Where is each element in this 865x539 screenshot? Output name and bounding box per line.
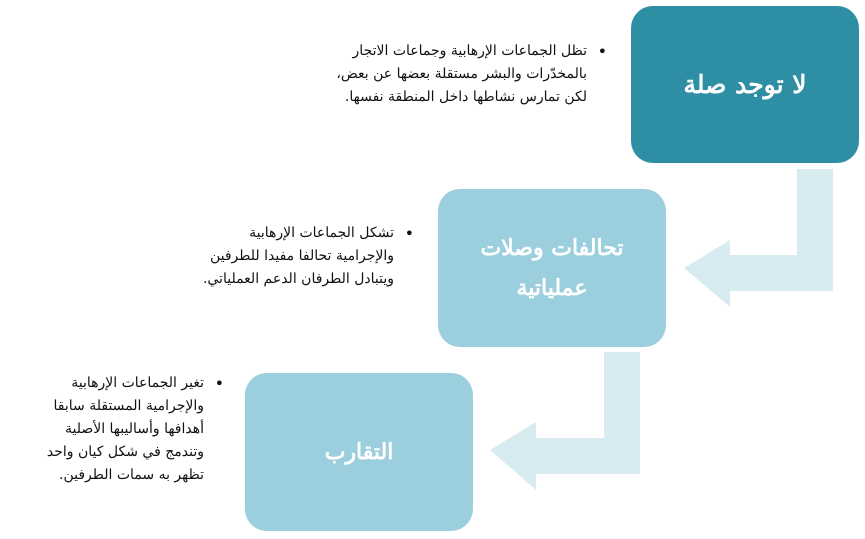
stage-title-no-link: لا توجد صلة — [683, 70, 807, 99]
arrow-stage2-to-stage3 — [490, 352, 640, 490]
stage-box-convergence — [245, 373, 473, 531]
description-line: أهدافها وأساليبها الأصلية — [64, 421, 204, 437]
description-line: • تشكل الجماعات الإرهابية — [249, 225, 394, 241]
arrow-stage1-to-stage2 — [684, 169, 833, 307]
bullet-item — [0, 372, 204, 487]
description-line: لكن تمارس نشاطها داخل المنطقة نفسها. — [344, 89, 587, 105]
bullet-item — [300, 40, 587, 109]
stage-description-no-link — [300, 40, 605, 109]
stage-description-convergence — [0, 372, 222, 487]
description-line: • تظل الجماعات الإرهابية وجماعات الاتجار — [352, 43, 587, 59]
description-line: تظهر به سمات الطرفين. — [59, 467, 204, 483]
description-line: والإجرامية تحالفا مفيدا للطرفين — [209, 248, 394, 264]
description-line: بالمخدّرات والبشر مستقلة بعضها عن بعض، — [336, 66, 587, 82]
description-line: ويتبادل الطرفان الدعم العملياتي. — [202, 271, 394, 287]
stage-title-alliances: تحالفات وصلات عملياتية — [480, 235, 624, 301]
description-line: والإجرامية المستقلة سابقا — [53, 398, 204, 414]
description-line: وتندمج في شكل كيان واحد — [46, 444, 204, 460]
stage-description-alliances — [160, 222, 412, 291]
stage-box-alliances — [438, 189, 666, 347]
stage-title-convergence: التقارب — [324, 439, 394, 465]
description-line: • تغير الجماعات الإرهابية — [71, 375, 204, 391]
bullet-item — [160, 222, 394, 291]
stage-box-no-link — [631, 6, 859, 163]
